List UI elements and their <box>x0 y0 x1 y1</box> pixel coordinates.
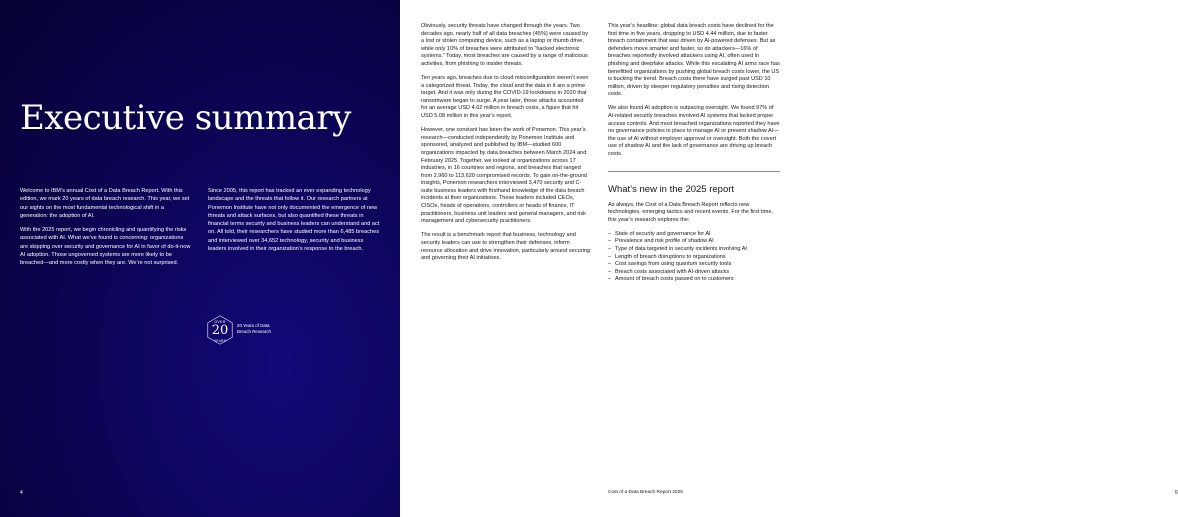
anniversary-badge <box>207 315 277 351</box>
body-paragraph: Ten years ago, breaches due to cloud misconfiguration weren’t even a categorized threat. Today, the cloud and the data in it are a prime target. And it was only during the COVID-19 lockdowns in 2020 that ransomware began to surge. A year later, those attacks accounted for an average USD 4.62 million in breach costs, a figure that hit USD 5.08 million in this year’s report. <box>421 75 589 120</box>
list-item: – Breach costs associated with AI-driven attacks <box>608 269 780 277</box>
intro-paragraph-2: With the 2025 report, we begin chronicling and quantifying the risks associated with AI. What we’ve found is concerning: organizations are skipping over security and governance for AI in favor of do-it-now AI adoption. Those ungoverned systems are more likely to be breached—and more costly when they are. We’re not surprised. <box>20 227 191 267</box>
body-paragraph: The result is a benchmark report that business, technology and security leaders can use to strengthen their defenses, inform resource allocation and drive innovation, particularly around securing and governing their AI initiatives. <box>421 232 590 262</box>
list-item: – Length of breach disruptions to organizations <box>608 254 780 262</box>
report-footer-title: Cost of a Data Breach Report 2025 <box>608 490 683 495</box>
history-column <box>208 187 380 259</box>
new-topics-list <box>608 231 780 284</box>
section-divider <box>608 171 780 172</box>
page-number-left: 4 <box>20 490 23 496</box>
list-item: – Cost savings from using quantum security tools <box>608 261 780 269</box>
list-item: – State of security and governance for AI <box>608 231 780 239</box>
intro-paragraph-1: Welcome to IBM’s annual Cost of a Data Breach Report. With this edition, we mark 20 years of data breach research. This year, we set our sights on the most fundamental technological shift in a generation: the adoption of AI. <box>20 188 190 219</box>
badge-caption: 20 Years of Data Breach Research <box>237 323 271 334</box>
left-page <box>0 0 400 517</box>
page-title: Executive summary <box>20 98 351 138</box>
findings-column <box>421 23 591 269</box>
section-intro: As always, the Cost of a Data Breach Report reflects new technologies, emerging tactics and recent events. For the first time, this year’s research explores the: <box>608 201 773 223</box>
section-heading: What’s new in the 2025 report <box>608 183 735 195</box>
history-paragraph: Since 2005, this report has tracked an ever expanding technology landscape and the threats that follow it. Our research partners at Ponemon Institute have not only documented the emergence of new threats and attack surfaces, but also quantified these threats in financial terms security and business leaders can understand and act on. All told, their researchers have studied more than 6,485 breaches and interviewed over 34,652 technology, security and business leaders involved in their organization’s response to the breach. <box>208 188 380 253</box>
oversight-paragraph: We also found AI adoption is outpacing oversight. We found 97% of AI-related security breaches involved AI systems that lacked proper access controls. And most breached organizations reported they have no governance policies in place to manage AI or prevent shadow AI—the use of AI without employer approval or oversight. Both the covert use of shadow AI and the lack of governance are driving up breach costs. <box>608 105 780 157</box>
right-page <box>400 0 1178 517</box>
body-paragraph: However, one constant has been the work of Ponemon. This year’s research—conducted independently by Ponemon Institute and sponsored, analyzed and published by IBM—studied 600 organizations impacted by data breaches between March 2024 and February 2025. Together, we looked at organizations across 17 industries, in 16 countries and regions, and breaches that ranged from 2,960 to 113,620 compromised records. To gain on-the-ground insights, Ponemon researchers interviewed 3,470 security and C-suite business leaders with firsthand knowledge of the data breach incidents at their organizations. These leaders included CEOs, CISOs, heads of operations, controllers or heads of finance, IT practitioners, business unit leaders and general managers, and risk management and cybersecurity practitioners. <box>421 127 587 225</box>
list-item: – Prevalence and risk profile of shadow AI <box>608 238 780 246</box>
headline-column <box>608 23 780 284</box>
intro-column <box>20 187 192 274</box>
page-number-right: 5 <box>1175 490 1178 496</box>
badge-top-label: OVER <box>214 320 226 324</box>
headline-paragraph: This year’s headline: global data breach costs have declined for the first time in five years, dropping to USD 4.44 million, due to faster breach containment that was driven by AI-powered defenses. But as defenders move smarter and faster, so do attackers—16% of breaches reportedly involved attackers using AI, often used in phishing and deepfake attacks. While this escalating AI arms race has benefitted organizations by pushing global breach costs lower, the US is bucking the trend. Breach costs there have surged past USD 10 million, driven by steeper regulatory penalties and rising detection costs. <box>608 23 780 98</box>
body-paragraph: Obviously, security threats have changed through the years. Two decades ago, nearly half of all data breaches (45%) were caused by a lost or stolen computing device, such as a laptop or thumb drive, while only 10% of breaches were attributed to “hacked electronic systems.” Today, most breaches are caused by a range of malicious activities, from phishing to insider threats. <box>421 23 589 67</box>
badge-bottom-label: YEARS <box>213 339 227 343</box>
badge-number: 20 <box>211 323 229 338</box>
list-item: – Amount of breach costs passed on to customers <box>608 276 780 284</box>
list-item: – Type of data targeted in security incidents involving AI <box>608 246 780 254</box>
